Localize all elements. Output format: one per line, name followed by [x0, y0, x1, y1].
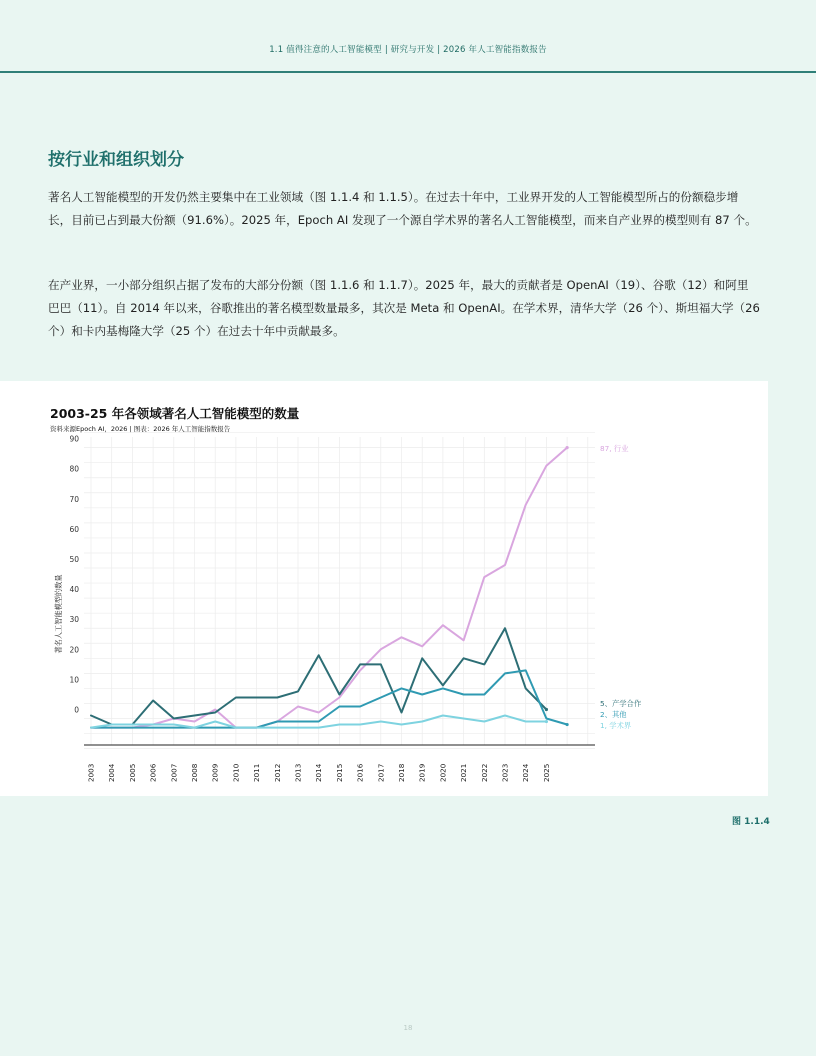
series-line: [91, 448, 567, 728]
y-tick-label: 60: [69, 524, 79, 534]
x-tick-label: 2003: [86, 763, 96, 782]
x-tick-label: 2013: [293, 763, 303, 782]
x-tick-label: 2017: [376, 763, 386, 782]
series-end-point: [566, 723, 569, 726]
x-tick-label: 2025: [541, 763, 551, 782]
x-tick-label: 2011: [252, 763, 262, 782]
y-tick-label: 50: [69, 555, 79, 564]
series-end-point: [545, 708, 548, 711]
x-tick-label: 2010: [231, 763, 241, 782]
series-end-point: [566, 446, 569, 449]
series-end-label: 87, 行业: [600, 444, 629, 453]
x-tick-label: 2023: [500, 763, 510, 782]
x-tick-label: 2016: [355, 763, 365, 782]
y-tick-label: 70: [69, 494, 79, 504]
body-paragraph-1: 著名人工智能模型的开发仍然主要集中在工业领域（图 1.1.4 和 1.1.5）。在过去十年中，工业界开发的人工智能模型所占的份额稳步增长，目前已占到最大份额（91.6%）。2025 年，Epoch AI 发现了一个源自学术界的著名人工智能模型，而来自产业界的模型则有 87 个。: [48, 190, 757, 227]
section-title: 按行业和组织划分: [48, 150, 184, 170]
x-tick-label: 2008: [190, 763, 199, 782]
series-end-point: [545, 720, 548, 723]
series-end-label: 1, 学术界: [600, 721, 632, 730]
x-tick-label: 2004: [107, 763, 117, 782]
x-tick-label: 2009: [210, 763, 220, 782]
x-tick-label: 2007: [169, 763, 179, 782]
x-tick-label: 2020: [438, 763, 448, 782]
y-tick-label: 80: [69, 464, 79, 474]
y-tick-label: 30: [69, 615, 79, 625]
x-tick-label: 2019: [417, 763, 427, 782]
x-tick-label: 2014: [314, 763, 324, 782]
x-tick-label: 2018: [397, 763, 406, 782]
series-end-label: 2、其他: [600, 710, 627, 719]
page-number: 18: [403, 1024, 413, 1032]
y-tick-label: 40: [69, 585, 79, 595]
body-paragraph-2: 在产业界，一小部分组织占据了发布的大部分份额（图 1.1.6 和 1.1.7）。2025 年，最大的贡献者是 OpenAI（19）、谷歌（12）和阿里巴巴（11）。自 2014 年以来，谷歌推出的著名模型数量最多，其次是 Meta 和 OpenAI。在学术界，清华大学（26 个）、斯坦福大学（26 个）和卡内基梅隆大学（25 个）在过去十年中贡献最多。: [48, 278, 760, 338]
y-axis-label: 著名人工智能模型的数量: [54, 574, 63, 654]
y-tick-label: 10: [69, 675, 79, 685]
chart-title: 2003-25 年各领域著名人工智能模型的数量: [50, 406, 300, 421]
y-tick-label: 20: [69, 645, 79, 655]
x-tick-label: 2022: [479, 763, 489, 782]
x-tick-label: 2021: [459, 763, 469, 782]
figure-label: 图 1.1.4: [732, 817, 770, 827]
series-end-label: 5、产学合作: [600, 699, 642, 708]
x-tick-label: 2015: [334, 763, 344, 782]
y-tick-label: 0: [74, 705, 79, 715]
running-header: 1.1 值得注意的人工智能模型 | 研究与开发 | 2026 年人工智能指数报告: [269, 45, 547, 55]
chart-source: 资料来源Epoch AI，2026 | 图表：2026 年人工智能指数报告: [50, 425, 231, 433]
x-tick-label: 2024: [521, 763, 531, 782]
y-tick-label: 90: [69, 434, 79, 444]
x-tick-label: 2006: [148, 763, 158, 782]
x-tick-label: 2005: [127, 763, 137, 782]
x-tick-label: 2012: [272, 763, 282, 782]
